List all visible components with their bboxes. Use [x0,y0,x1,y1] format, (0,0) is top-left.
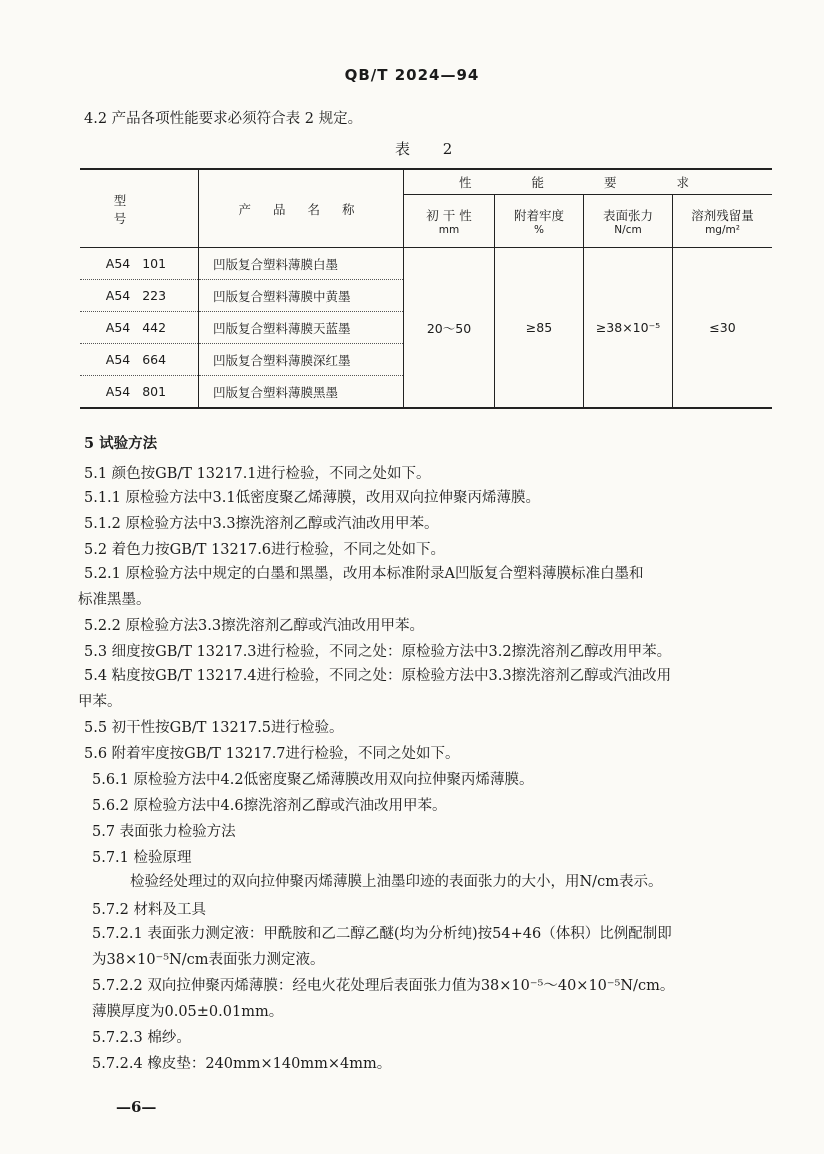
model-cell: A54 801 [80,376,199,409]
model-cell: A54 101 [80,248,199,280]
section-5-7-1-text: 检验经处理过的双向拉伸聚丙烯薄膜上油墨印迹的表面张力的大小，用N/cm表示。 [130,874,663,890]
section-5-4-cont: 甲苯。 [78,694,122,710]
page-number: —6— [116,1098,157,1116]
table-row [80,248,772,280]
section-5-1-1: 5.1.1 原检验方法中3.1低密度聚乙烯薄膜，改用双向拉伸聚丙烯薄膜。 [84,490,541,506]
section-4-2: 4.2 产品各项性能要求必须符合表 2 规定。 [84,111,363,127]
section-5-7-2-2: 5.7.2.2 双向拉伸聚丙烯薄膜：经电火花处理后表面张力值为38×10⁻⁵～40×10⁻⁵N/cm。 [92,978,675,994]
residue-value: ≤30 [673,248,773,409]
col-dry-header: 初 干 性 mm [404,195,495,248]
section-5-7-2-2-cont: 薄膜厚度为0.05±0.01mm。 [92,1004,284,1020]
section-5-7: 5.7 表面张力检验方法 [92,824,236,840]
col-residue-header: 溶剂残留量 mg/m² [673,195,773,248]
table-caption: 表 2 [395,140,467,158]
adhesion-value: ≥85 [495,248,584,409]
performance-group-header: 性 能 要 求 [404,169,773,195]
performance-table [80,168,772,409]
product-name-cell: 凹版复合塑料薄膜深红墨 [199,344,404,376]
section-5-7-2-1: 5.7.2.1 表面张力测定液：甲酰胺和乙二醇乙醚(均为分析纯)按54+46（体积）比例配制即 [92,926,672,942]
section-5-6-2: 5.6.2 原检验方法中4.6擦洗溶剂乙醇或汽油改用甲苯。 [92,798,447,814]
section-5-7-1: 5.7.1 检验原理 [92,850,192,866]
col-adhesion-header: 附着牢度 % [495,195,584,248]
section-5-7-2-1-cont: 为38×10⁻⁵N/cm表面张力测定液。 [92,952,325,968]
dry-value: 20～50 [404,248,495,409]
section-5-2-1-cont: 标准黑墨。 [78,592,151,608]
product-name-cell: 凹版复合塑料薄膜天蓝墨 [199,312,404,344]
section-5-2-2: 5.2.2 原检验方法3.3擦洗溶剂乙醇或汽油改用甲苯。 [84,618,425,634]
tension-value: ≥38×10⁻⁵ [584,248,673,409]
section-5-3: 5.3 细度按GB/T 13217.3进行检验，不同之处：原检验方法中3.2擦洗溶剂乙醇改用甲苯。 [84,644,672,660]
product-name-cell: 凹版复合塑料薄膜黑墨 [199,376,404,409]
section-5-4: 5.4 粘度按GB/T 13217.4进行检验，不同之处：原检验方法中3.3擦洗溶剂乙醇或汽油改用 [84,668,672,684]
section-5-2-1: 5.2.1 原检验方法中规定的白墨和黑墨，改用本标准附录A凹版复合塑料薄膜标准白墨和 [84,566,644,582]
section-5-6-1: 5.6.1 原检验方法中4.2低密度聚乙烯薄膜改用双向拉伸聚丙烯薄膜。 [92,772,534,788]
section-5-heading: 5 试验方法 [84,435,158,452]
section-5-2: 5.2 着色力按GB/T 13217.6进行检验，不同之处如下。 [84,542,446,558]
model-cell: A54 223 [80,280,199,312]
section-5-1-2: 5.1.2 原检验方法中3.3擦洗溶剂乙醇或汽油改用甲苯。 [84,516,439,532]
section-5-7-2-4: 5.7.2.4 橡皮垫：240mm×140mm×4mm。 [92,1056,392,1072]
section-5-7-2: 5.7.2 材料及工具 [92,902,207,918]
product-name-cell: 凹版复合塑料薄膜中黄墨 [199,280,404,312]
document-header: QB/T 2024—94 [344,66,480,84]
section-5-1: 5.1 颜色按GB/T 13217.1进行检验，不同之处如下。 [84,466,431,482]
col-tension-header: 表面张力 N/cm [584,195,673,248]
section-5-7-2-3: 5.7.2.3 棉纱。 [92,1030,191,1046]
product-name-cell: 凹版复合塑料薄膜白墨 [199,248,404,280]
col-name-header: 产 品 名 称 [199,169,404,248]
col-model-header: 型 号 [80,169,199,248]
model-cell: A54 664 [80,344,199,376]
section-5-5: 5.5 初干性按GB/T 13217.5进行检验。 [84,720,344,736]
section-5-6: 5.6 附着牢度按GB/T 13217.7进行检验，不同之处如下。 [84,746,460,762]
model-cell: A54 442 [80,312,199,344]
